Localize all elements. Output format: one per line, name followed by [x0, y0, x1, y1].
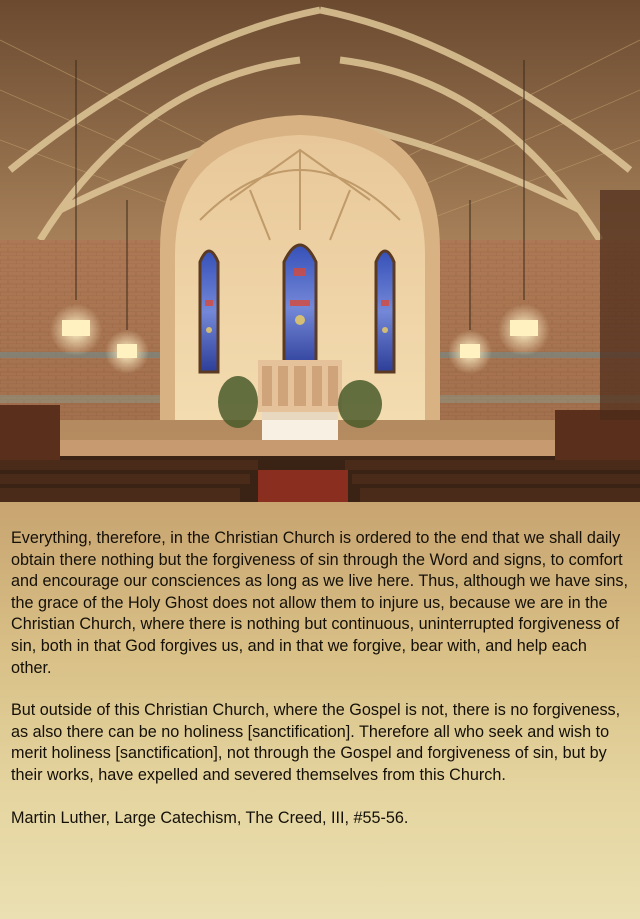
quote-citation: Martin Luther, Large Catechism, The Creed, III, #55-56. [11, 808, 409, 827]
quote-paragraph-2: But outside of this Christian Church, where the Gospel is not, there is no forgiveness, as also there can be no holiness [sanctification]. Therefore all who seek and wish to merit holiness [sanctification], not through the Gospel and forgiveness of sin, but by their works, have expelled and severed themselves from this Church. [11, 701, 621, 784]
quote-paragraph-1: Everything, therefore, in the Christian Church is ordered to the end that we shall daily obtain there nothing but the forgiveness of sin through the Word and signs, to comfort and encourage our consciences as long as we live here. Thus, although we have sins, the grace of the Holy Ghost does not allow them to injure us, because we are in the Christian Church, where there is nothing but continuous, uninterrupted forgiveness of sin, both in that God forgives us, and in that we forgive, bear with, and help each other. [11, 529, 629, 677]
quote-panel [0, 502, 640, 919]
